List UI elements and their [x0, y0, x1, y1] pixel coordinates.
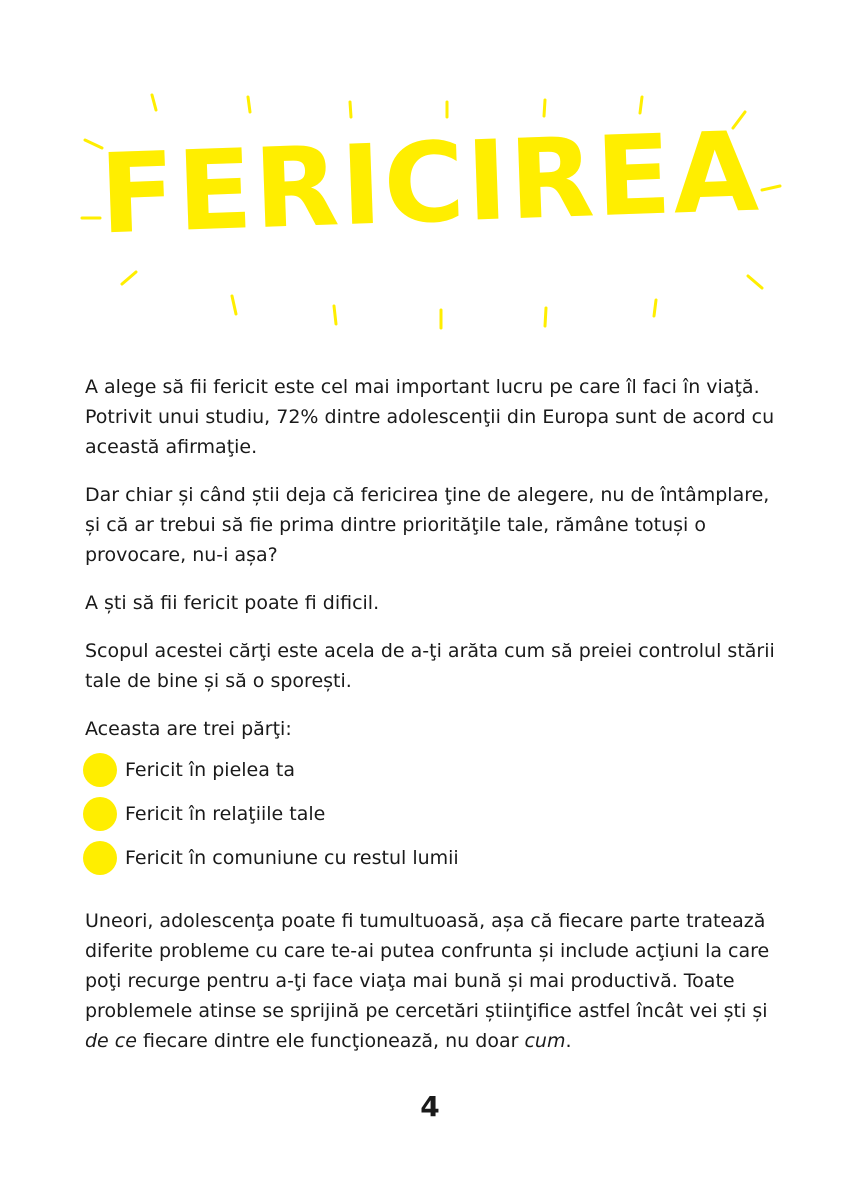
- parts-list: [85, 748, 785, 880]
- paragraph-5: Aceasta are trei părţi:: [85, 718, 292, 740]
- paragraph-1: A alege să fii fericit este cel mai important lucru pe care îl faci în viaţă. Potrivit unui studiu, 72% dintre adolescenţii din Europa sunt de acord cu această afirmaţie.: [85, 376, 775, 458]
- yellow-dot-icon: [85, 755, 115, 785]
- paragraph-6-text-a: Uneori, adolescenţa poate fi tumultuoasă, așa că fiecare parte tratează diferite probleme cu care te-ai putea confrunta și include acţiuni la care poţi recurge pentru a-ţi face viaţa mai bună și mai productivă. Toate problemele atinse se sprijină pe cercetări știinţifice astfel încât vei ști și: [85, 910, 770, 1022]
- list-item: [85, 748, 785, 792]
- list-item: [85, 792, 785, 836]
- yellow-dot-icon: [85, 843, 115, 873]
- paragraph-4: Scopul acestei cărţi este acela de a-ţi arăta cum să preiei controlul stării tale de bine și să o sporești.: [85, 640, 775, 692]
- list-item: [85, 836, 785, 880]
- yellow-dot-icon: [85, 799, 115, 829]
- paragraph-6-text-c: .: [565, 1030, 572, 1052]
- paragraph-6-emphasis-2: cum: [524, 1030, 566, 1052]
- paragraph-3: A ști să fii fericit poate fi dificil.: [85, 592, 380, 614]
- paragraph-6-emphasis-1: de ce: [85, 1030, 137, 1052]
- paragraph-2: Dar chiar și când știi deja că fericirea ţine de alegere, nu de întâmplare, și că ar trebui să fie prima dintre priorităţile tale, rămâne totuși o provocare, nu-i așa?: [85, 484, 770, 566]
- list-item-label: Fericit în pielea ta: [125, 759, 296, 781]
- paragraph-6-text-b: fiecare dintre ele funcţionează, nu doar: [136, 1030, 525, 1052]
- page-number: 4: [420, 1090, 440, 1123]
- paragraph-6: [85, 906, 785, 1056]
- page-title: FERICIREA: [97, 107, 763, 259]
- list-item-label: Fericit în comuniune cu restul lumii: [125, 847, 459, 869]
- main-text: [85, 372, 785, 1074]
- title-area: [0, 0, 860, 360]
- list-item-label: Fericit în relaţiile tale: [125, 803, 326, 825]
